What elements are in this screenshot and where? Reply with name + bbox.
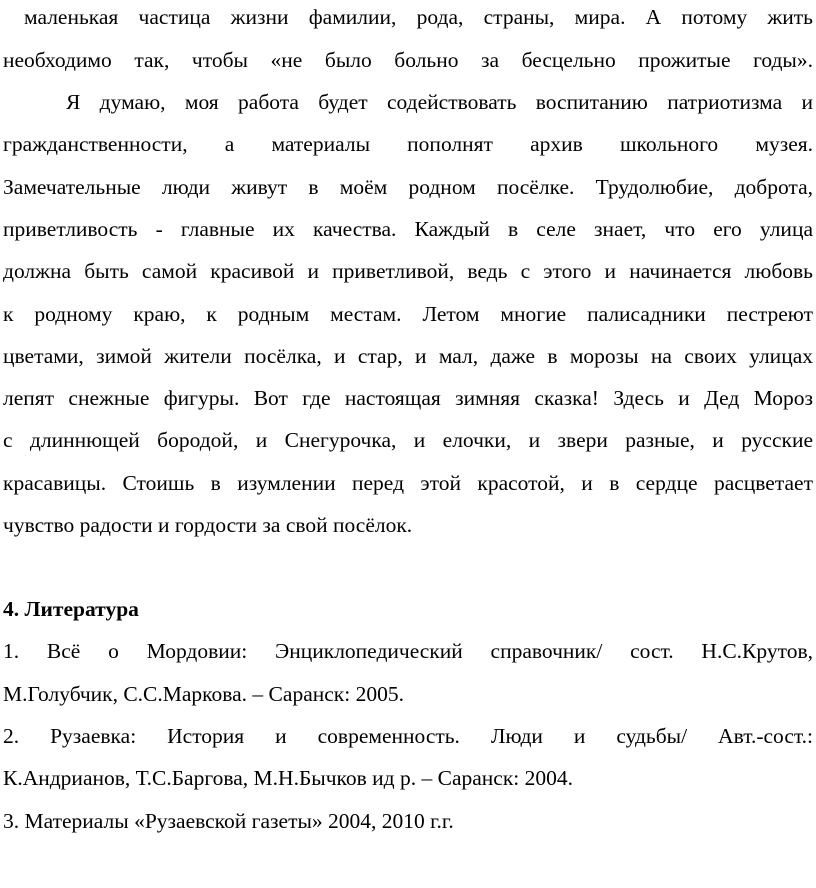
- text-line: красавицы. Стоишь в изумлении перед этой красотой, и в сердце расцветает: [3, 471, 813, 495]
- reference-item: М.Голубчик, С.С.Маркова. – Саранск: 2005.: [3, 682, 404, 706]
- text-line: гражданственности, а материалы пополнят архив школьного музея.: [3, 132, 813, 156]
- reference-item: 3. Материалы «Рузаевской газеты» 2004, 2010 г.г.: [3, 809, 454, 833]
- text-line: должна быть самой красивой и приветливой, ведь с этого и начинается любовь: [3, 259, 813, 283]
- text-line: к родному краю, к родным местам. Летом многие палисадники пестреют: [3, 302, 813, 326]
- section-heading: 4. Литература: [3, 597, 139, 621]
- text-line: Я думаю, моя работа будет содействовать воспитанию патриотизма и: [66, 90, 813, 114]
- text-line: цветами, зимой жители посёлка, и стар, и мал, даже в морозы на своих улицах: [3, 344, 813, 368]
- reference-item: 2. Рузаевка: История и современность. Люди и судьбы/ Авт.-сост.:: [3, 724, 813, 748]
- reference-item: К.Андрианов, Т.С.Баргова, М.Н.Бычков ид р. – Саранск: 2004.: [3, 766, 574, 790]
- text-line: чувство радости и гордости за свой посёлок.: [3, 513, 413, 537]
- reference-item: 1. Всё о Мордовии: Энциклопедический справочник/ сост. Н.С.Крутов,: [3, 639, 813, 663]
- text-line: маленькая частица жизни фамилии, рода, страны, мира. А потому жить: [24, 5, 813, 29]
- text-line: лепят снежные фигуры. Вот где настоящая зимняя сказка! Здесь и Дед Мороз: [3, 386, 813, 410]
- text-line: Замечательные люди живут в моём родном посёлке. Трудолюбие, доброта,: [3, 175, 813, 199]
- text-line: необходимо так, чтобы «не было больно за бесцельно прожитые годы».: [3, 48, 813, 72]
- text-line: приветливость - главные их качества. Каждый в селе знает, что его улица: [3, 217, 813, 241]
- text-line: с длиннющей бородой, и Снегурочка, и елочки, и звери разные, и русские: [3, 428, 813, 452]
